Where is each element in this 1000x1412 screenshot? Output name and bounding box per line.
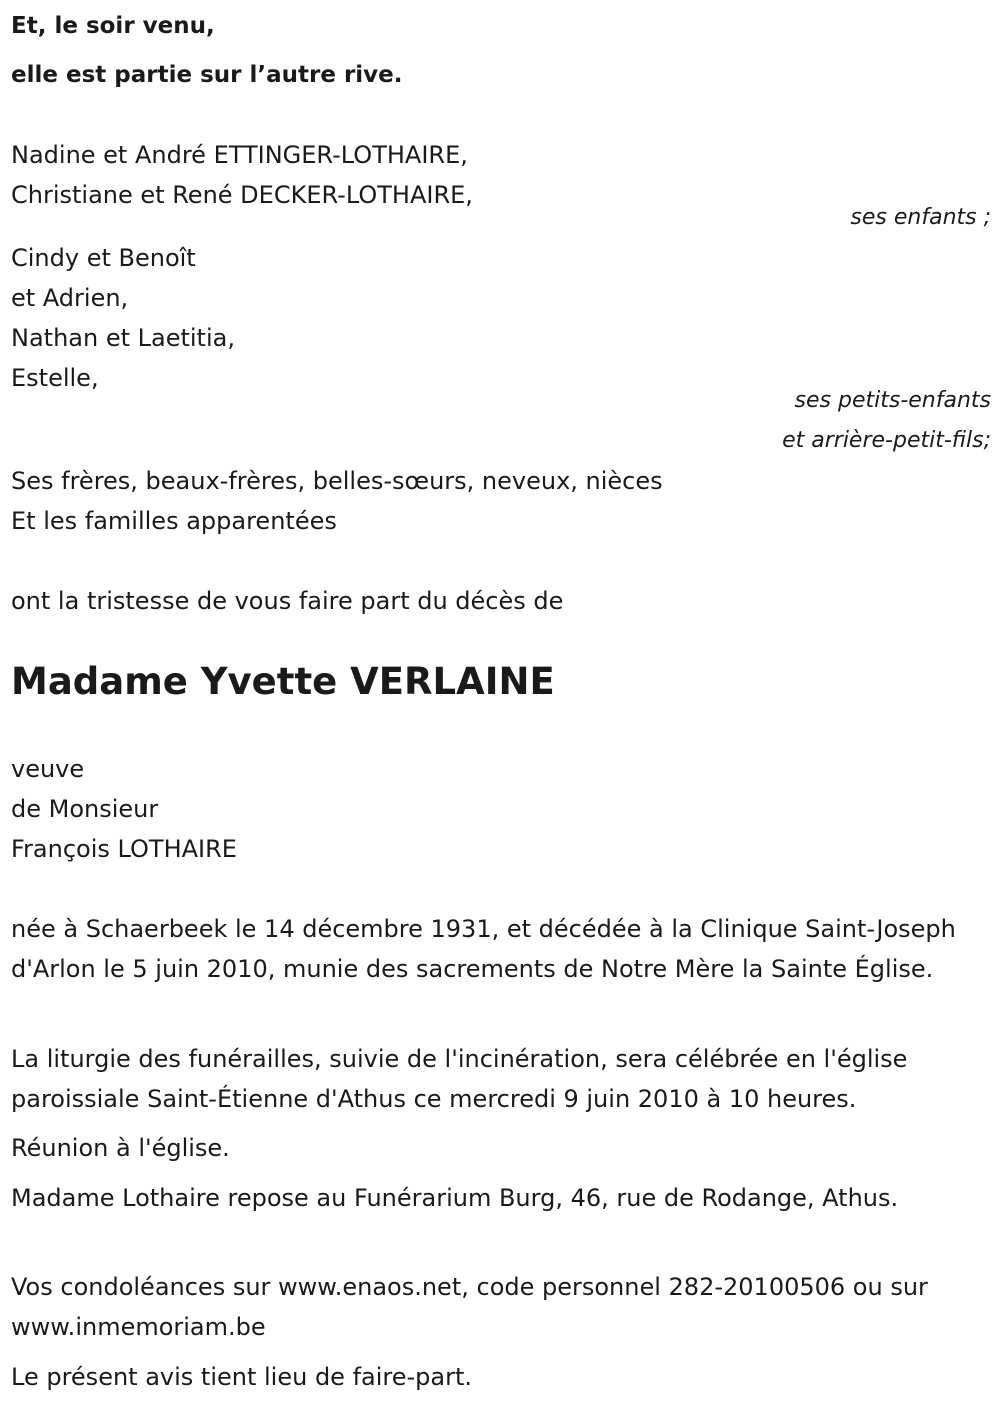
obituary-notice bbox=[11, 0, 991, 1412]
spouse-line-1: veuve bbox=[11, 755, 85, 783]
family-line-1: Ses frères, beaux-frères, belles-sœurs, neveux, nièces bbox=[11, 467, 663, 495]
spouse-line-3: François LOTHAIRE bbox=[11, 835, 237, 863]
meeting-paragraph: Réunion à l'église. bbox=[11, 1134, 230, 1162]
notice-paragraph: Le présent avis tient lieu de faire-part. bbox=[11, 1363, 473, 1391]
family-line-2: Et les familles apparentées bbox=[11, 507, 337, 535]
grandchild-entry: Nathan et Laetitia, bbox=[11, 324, 235, 352]
grandchild-entry: et Adrien, bbox=[11, 284, 129, 312]
grandchild-entry: Estelle, bbox=[11, 364, 99, 392]
birth-death-paragraph: née à Schaerbeek le 14 décembre 1931, et décédée à la Clinique Saint-Joseph d'Arlon le 5 juin 2010, munie des sacrements de Notre Mère la Sainte Église. bbox=[11, 915, 956, 983]
funeral-paragraph: La liturgie des funérailles, suivie de l'incinération, sera célébrée en l'église paroissiale Saint-Étienne d'Athus ce mercredi 9 juin 2010 à 10 heures. bbox=[11, 1045, 908, 1113]
announcement-text: ont la tristesse de vous faire part du décès de bbox=[11, 587, 564, 615]
grandchild-entry: Cindy et Benoît bbox=[11, 244, 196, 272]
epigraph-line-1: Et, le soir venu, bbox=[11, 13, 215, 39]
deceased-name: Madame Yvette VERLAINE bbox=[11, 660, 555, 703]
children-relation: ses enfants ; bbox=[850, 205, 991, 230]
child-entry: Nadine et André ETTINGER-LOTHAIRE, bbox=[11, 141, 468, 169]
condolences-paragraph: Vos condoléances sur www.enaos.net, code personnel 282-20100506 ou sur www.inmemoriam.be bbox=[11, 1273, 928, 1341]
epigraph-line-2: elle est partie sur l’autre rive. bbox=[11, 62, 403, 88]
child-entry: Christiane et René DECKER-LOTHAIRE, bbox=[11, 181, 473, 209]
grandchildren-relation-line-2: et arrière-petit-fils; bbox=[782, 428, 991, 453]
spouse-line-2: de Monsieur bbox=[11, 795, 159, 823]
grandchildren-relation-line-1: ses petits-enfants bbox=[794, 388, 991, 413]
funerarium-paragraph: Madame Lothaire repose au Funérarium Burg, 46, rue de Rodange, Athus. bbox=[11, 1184, 899, 1212]
